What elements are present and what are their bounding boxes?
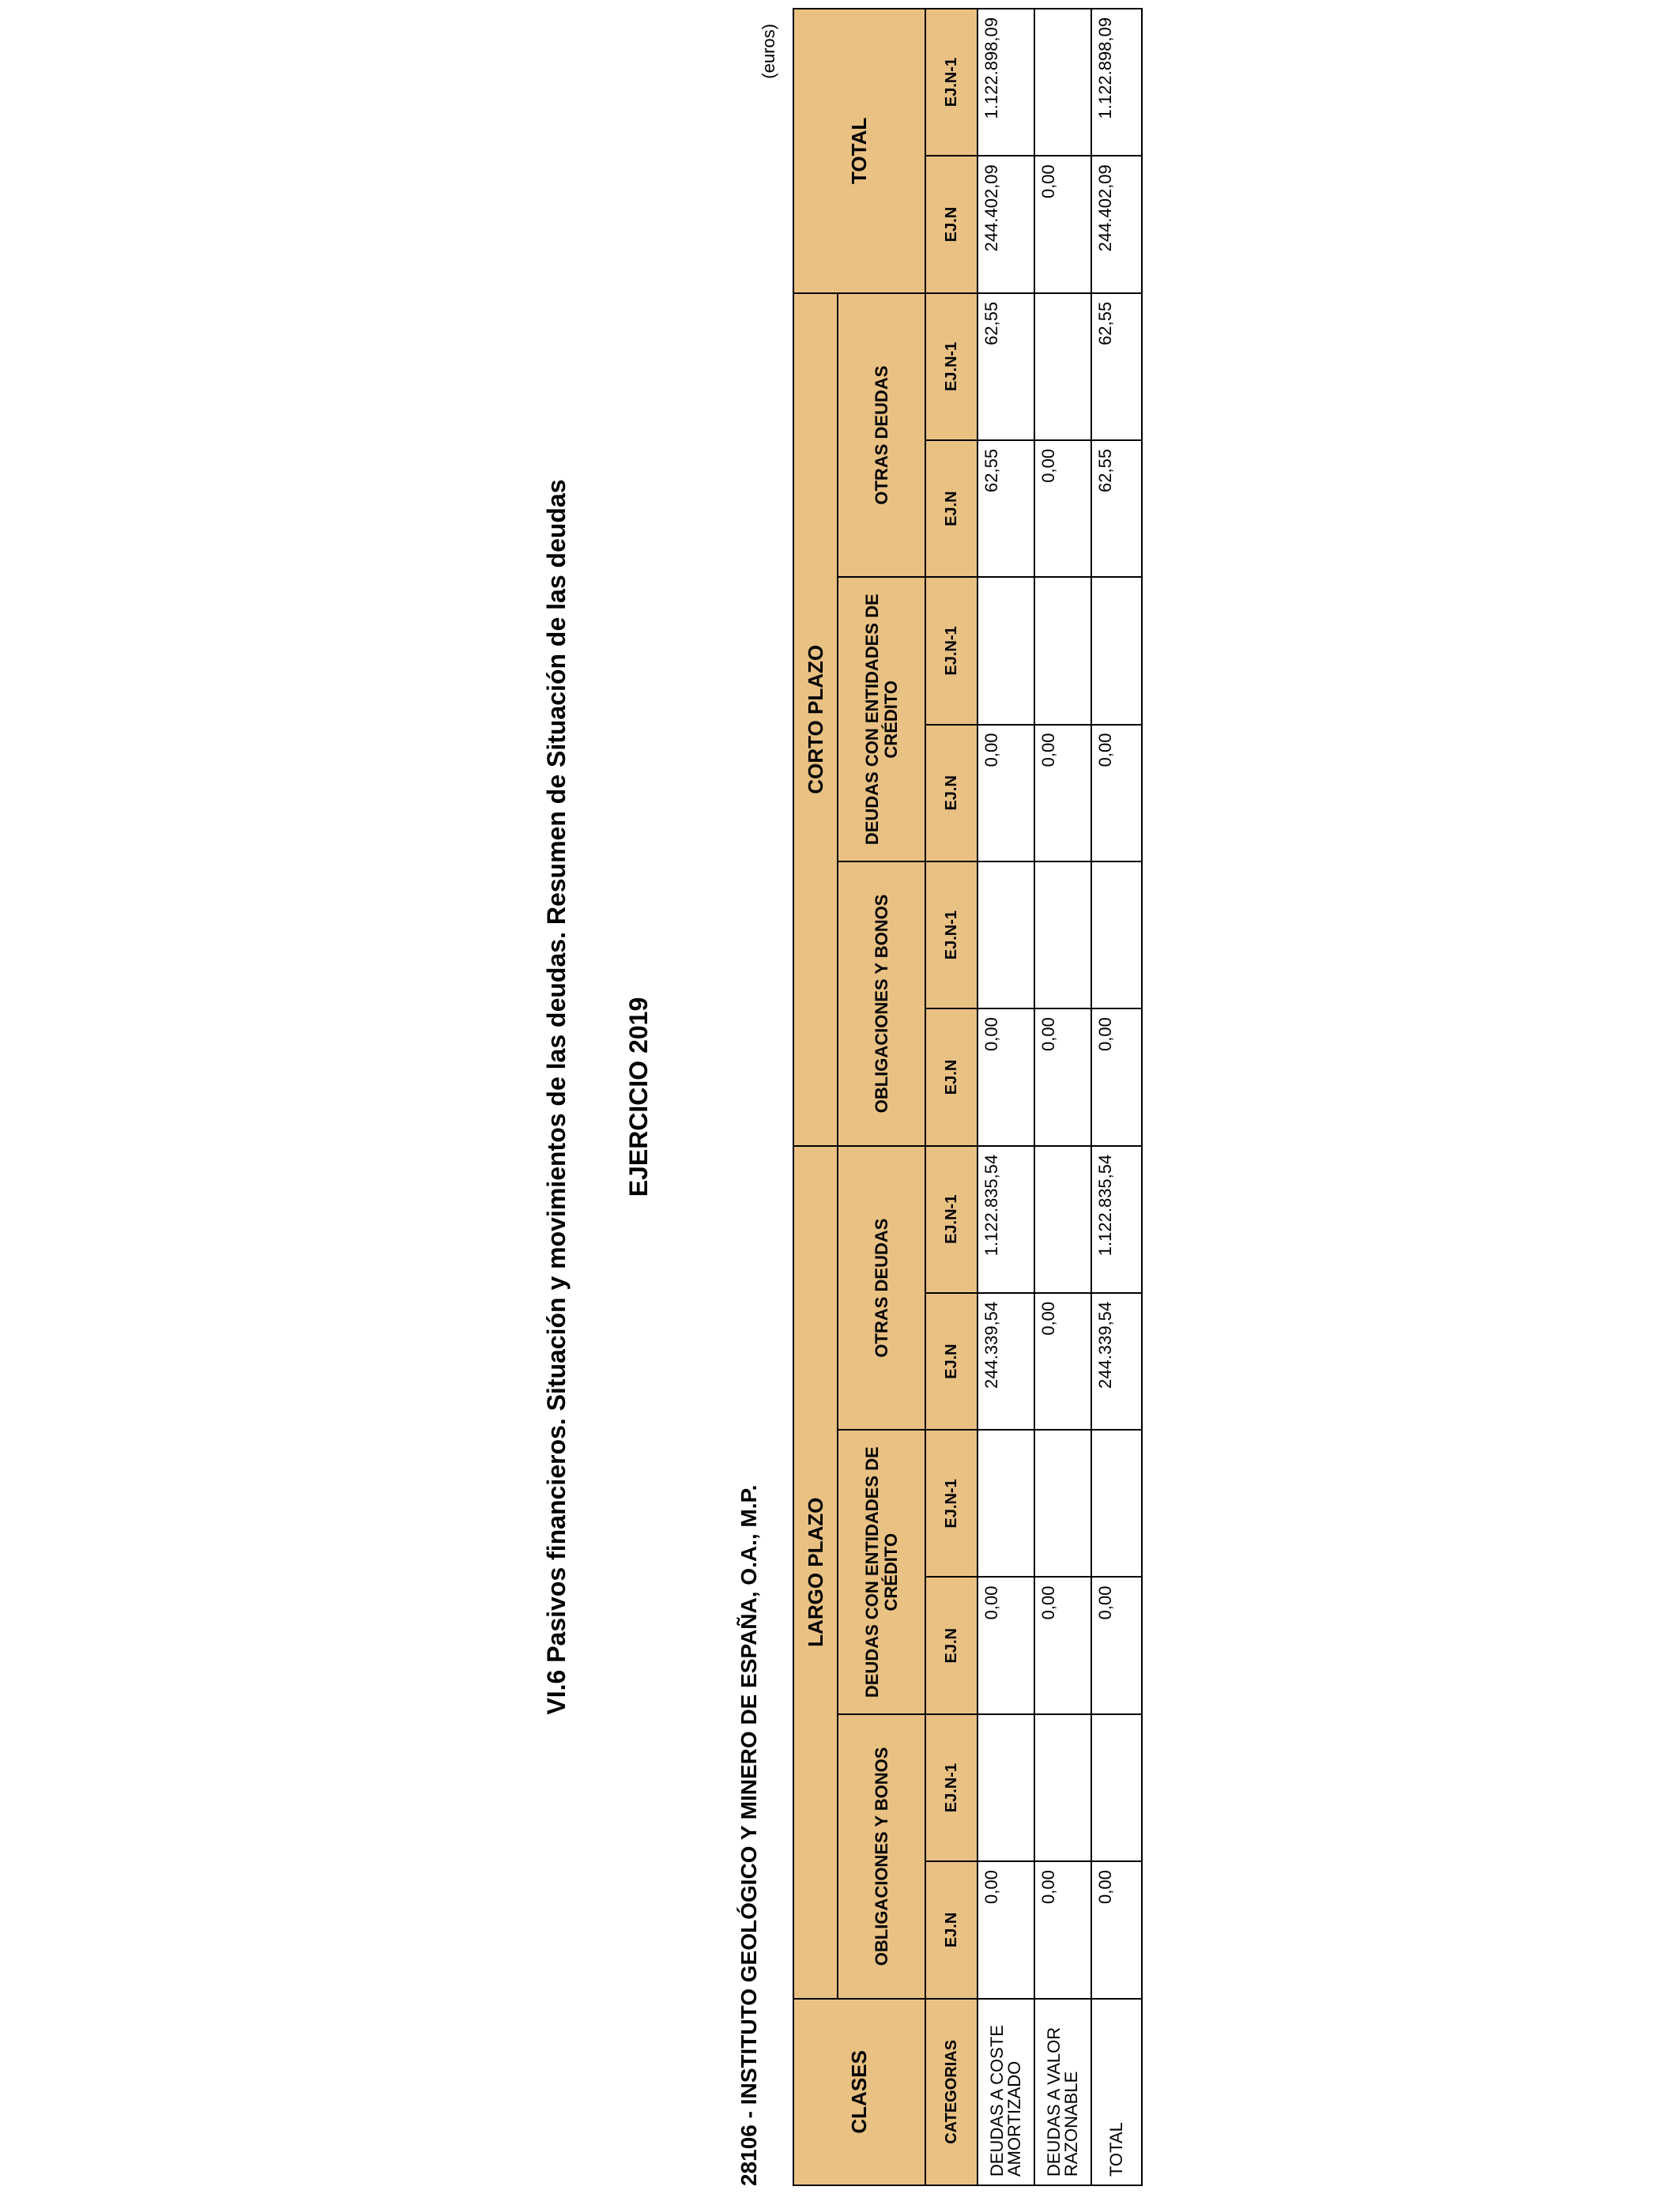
header-ejn: EJ.N: [925, 725, 977, 862]
header-ejn: EJ.N: [925, 1578, 977, 1715]
value-cell: 0,00: [977, 1008, 1034, 1146]
header-ejn1: EJ.N-1: [925, 861, 977, 1008]
value-cell: 62,55: [1091, 440, 1142, 578]
value-cell: [1034, 9, 1091, 156]
value-cell: 244.339,54: [977, 1293, 1034, 1431]
header-clases: CLASES: [793, 1999, 925, 2185]
entity-name: 28106 - INSTITUTO GEOLÓGICO Y MINERO DE ESPAÑA, O.A., M.P.: [736, 1484, 761, 2186]
value-cell: 0,00: [1034, 1008, 1091, 1146]
value-cell: 62,55: [977, 440, 1034, 578]
row-label: DEUDAS A COSTE AMORTIZADO: [977, 1999, 1034, 2185]
value-cell: 244.402,09: [977, 156, 1034, 293]
value-cell: 62,55: [977, 293, 1034, 440]
header-ejn: EJ.N: [925, 440, 977, 578]
value-cell: 1.122.835,54: [977, 1146, 1034, 1293]
value-cell: 0,00: [1091, 1578, 1142, 1715]
value-cell: 0,00: [1034, 1293, 1091, 1431]
value-cell: 0,00: [977, 1861, 1034, 1999]
value-cell: 244.402,09: [1091, 156, 1142, 293]
value-cell: 0,00: [1091, 1861, 1142, 1999]
value-cell: 0,00: [1034, 1861, 1091, 1999]
header-cp-otras: OTRAS DEUDAS: [838, 293, 925, 578]
value-cell: [1034, 577, 1091, 724]
value-cell: 1.122.898,09: [1091, 9, 1142, 156]
header-ejn: EJ.N: [925, 1008, 977, 1146]
header-ejn1: EJ.N-1: [925, 577, 977, 724]
value-cell: [977, 577, 1034, 724]
table-row: [1034, 9, 1091, 2185]
value-cell: 244.339,54: [1091, 1293, 1142, 1431]
header-ejn: EJ.N: [925, 156, 977, 293]
value-cell: 0,00: [1091, 1008, 1142, 1146]
header-cp-entidades: DEUDAS CON ENTIDADES DE CRÉDITO: [838, 577, 925, 861]
value-cell: 0,00: [1034, 156, 1091, 293]
report-title: VI.6 Pasivos financieros. Situación y movimientos de las deudas. Resumen de Situación de las deudas: [542, 479, 571, 1715]
value-cell: [1034, 1146, 1091, 1293]
header-ejn1: EJ.N-1: [925, 1430, 977, 1577]
value-cell: 0,00: [1034, 440, 1091, 578]
value-cell: [1034, 1430, 1091, 1577]
table-row-total: [1091, 9, 1142, 2185]
value-cell: [977, 861, 1034, 1008]
exercise-year: EJERCICIO 2019: [624, 997, 653, 1197]
header-ejn: EJ.N: [925, 1861, 977, 1999]
header-total: TOTAL: [793, 9, 925, 293]
value-cell: [1034, 861, 1091, 1008]
header-ejn1: EJ.N-1: [925, 293, 977, 440]
value-cell: [1091, 861, 1142, 1008]
header-lp-obligaciones: OBLIGACIONES Y BONOS: [838, 1714, 925, 1999]
table-row: [977, 9, 1034, 2185]
value-cell: [1091, 1430, 1142, 1577]
header-largo-plazo: LARGO PLAZO: [793, 1146, 838, 1999]
value-cell: 62,55: [1091, 293, 1142, 440]
currency-unit: (euros): [759, 24, 778, 79]
header-corto-plazo: CORTO PLAZO: [793, 293, 838, 1146]
header-ejn1: EJ.N-1: [925, 1714, 977, 1861]
value-cell: 0,00: [977, 1578, 1034, 1715]
header-categorias: CATEGORIAS: [925, 1999, 977, 2185]
row-label: DEUDAS A VALOR RAZONABLE: [1034, 1999, 1091, 2185]
row-label: TOTAL: [1091, 1999, 1142, 2185]
value-cell: 0,00: [1034, 725, 1091, 862]
value-cell: [977, 1430, 1034, 1577]
header-ejn1: EJ.N-1: [925, 1146, 977, 1293]
header-cp-obligaciones: OBLIGACIONES Y BONOS: [838, 861, 925, 1146]
header-lp-otras: OTRAS DEUDAS: [838, 1146, 925, 1431]
value-cell: 0,00: [977, 725, 1034, 862]
value-cell: [1091, 577, 1142, 724]
value-cell: 0,00: [1091, 725, 1142, 862]
value-cell: 1.122.835,54: [1091, 1146, 1142, 1293]
header-lp-entidades: DEUDAS CON ENTIDADES DE CRÉDITO: [838, 1430, 925, 1714]
header-ejn1: EJ.N-1: [925, 9, 977, 156]
header-ejn: EJ.N: [925, 1293, 977, 1431]
value-cell: 1.122.898,09: [977, 9, 1034, 156]
value-cell: [977, 1714, 1034, 1861]
value-cell: [1034, 293, 1091, 440]
value-cell: [1034, 1714, 1091, 1861]
debts-summary-table: [793, 8, 1143, 2186]
value-cell: 0,00: [1034, 1578, 1091, 1715]
value-cell: [1091, 1714, 1142, 1861]
